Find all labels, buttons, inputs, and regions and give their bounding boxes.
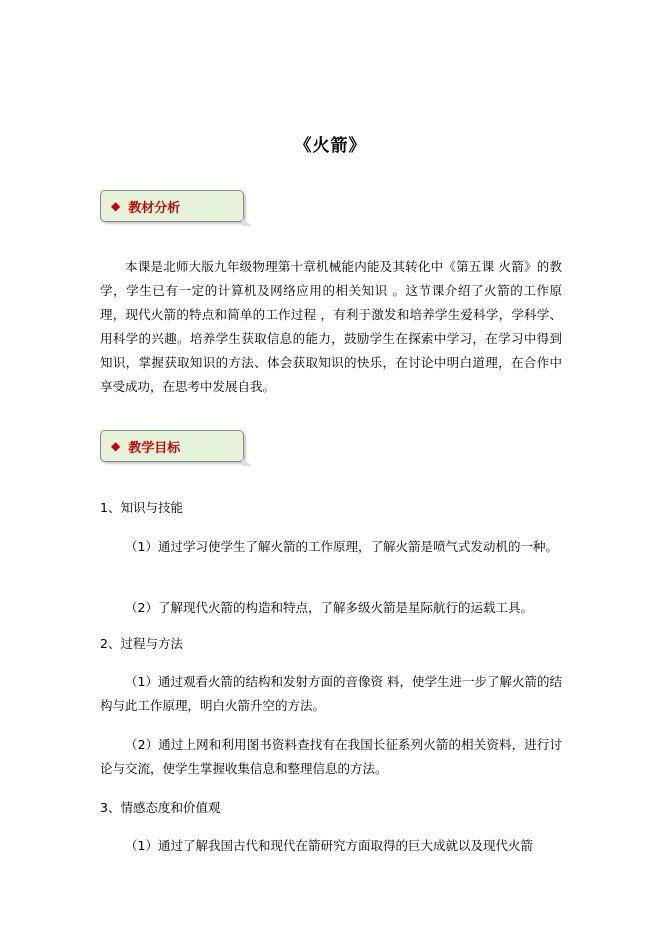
diamond-bullet-icon: ◆ xyxy=(111,439,121,453)
section-label-analysis: 教材分析 xyxy=(128,200,181,216)
section-label-goals: 教学目标 xyxy=(128,440,181,456)
section-header-analysis xyxy=(100,190,244,222)
goal-heading-attitude: 3、情感态度和价值观 xyxy=(100,800,221,815)
goal-heading-process: 2、过程与方法 xyxy=(100,636,183,651)
page-title: 《火箭》 xyxy=(294,136,367,156)
section-header-goals xyxy=(100,430,244,462)
goal-paragraph: （1）通过观看火箭的结构和发射方面的音像资 料，使学生进一步了解火箭的结构与此工作原理，明白火箭升空的方法。 xyxy=(100,674,562,713)
analysis-paragraph: 本课是北师大版九年级物理第十章机械能内能及其转化中《第五课 火箭》的教学，学生已有一定的计算机及网络应用的相关知识 。这节课介绍了火箭的工作原理，现代火箭的特点和简单的工作过程 ，有利于激发和培养学生爱科学，学科学、用科学的兴趣。培养学生获取信息的能力，鼓励学生在探索中学习，在学习中得到知识，掌握获取知识的方法、体会获取知识的快乐，在讨论中明白道理，在合作中享受成功，在思考中发展自我。 xyxy=(100,259,562,394)
goal-heading-knowledge: 1、知识与技能 xyxy=(100,500,183,515)
diamond-bullet-icon: ◆ xyxy=(111,199,121,213)
goal-paragraph: （2）通过上网和利用图书资料查找有在我国长征系列火箭的相关资料，进行讨论与交流，使学生掌握收集信息和整理信息的方法。 xyxy=(100,737,562,776)
goal-paragraph: （1）通过了解我国古代和现代在箭研究方面取得的巨大成就以及现代火箭 xyxy=(125,838,533,853)
goal-paragraph: （1）通过学习使学生了解火箭的工作原理，了解火箭是喷气式发动机的一种。 xyxy=(125,539,558,554)
goal-paragraph: （2）了解现代火箭的构造和特点，了解多级火箭是星际航行的运载工具。 xyxy=(125,600,533,615)
